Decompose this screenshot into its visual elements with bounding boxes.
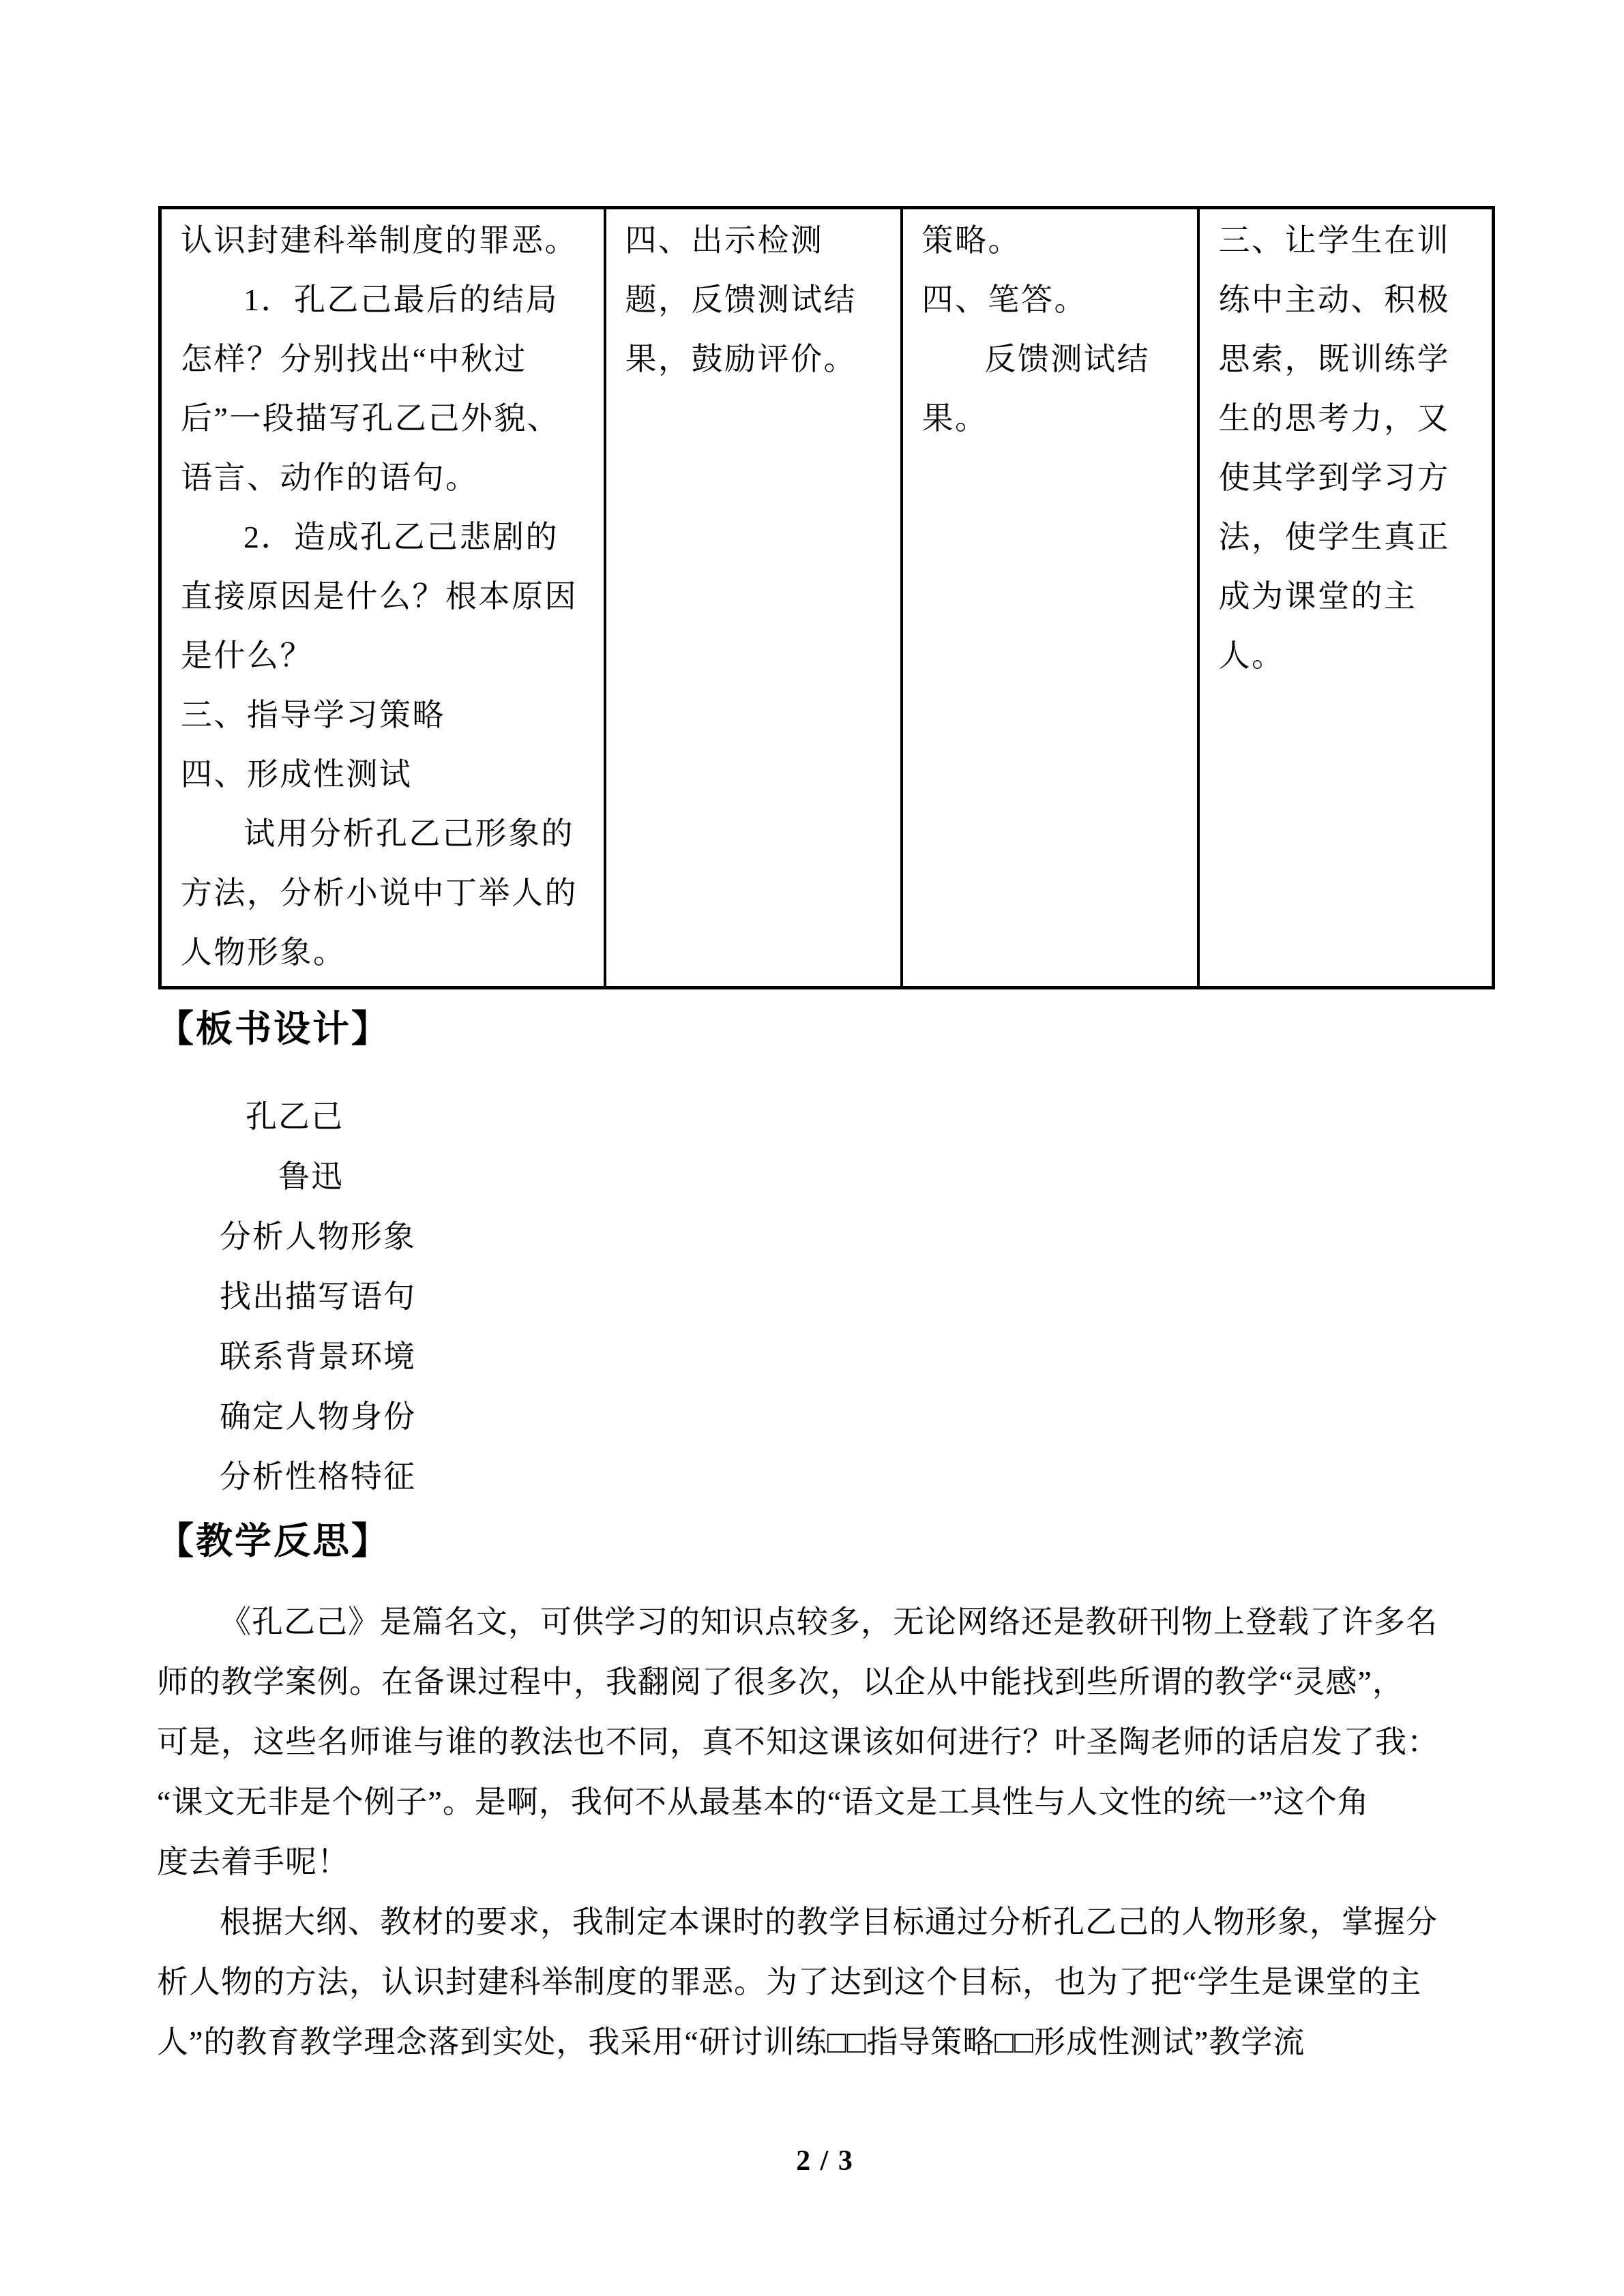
board-design-heading: 【板书设计】: [157, 1009, 390, 1049]
table-line: 策略。: [921, 223, 1021, 258]
board-item: 分析人物形象: [220, 1219, 416, 1254]
reflection-line: “课文无非是个例子”。是啊，我何不从最基本的“语文是工具性与人文性的统一”这个角: [157, 1785, 1370, 1819]
table-cell-teaching-process: [160, 208, 605, 988]
table-line: 法，使学生真正: [1218, 520, 1450, 554]
table-line: 三、指导学习策略: [181, 698, 445, 732]
table-line: 成为课堂的主: [1218, 579, 1417, 614]
table-line: 果。: [921, 401, 988, 436]
table-line: 生的思考力，又: [1218, 401, 1450, 436]
board-item: 联系背景环境: [220, 1339, 416, 1374]
table-line: 2．造成孔乙己悲剧的: [243, 520, 559, 554]
board-item: 鲁迅: [278, 1159, 344, 1194]
table-line: 方法，分析小说中丁举人的: [181, 876, 578, 910]
table-line: 人。: [1218, 638, 1285, 673]
table-cell-design-intent: [1198, 208, 1494, 988]
reflection-line: 可是，这些名师谁与谁的教法也不同，真不知这课该如何进行？叶圣陶老师的话启发了我：: [157, 1725, 1439, 1759]
table-line: 四、出示检测: [625, 223, 824, 258]
table-line: 是什么？: [181, 638, 313, 673]
table-line: 三、让学生在训: [1218, 223, 1450, 258]
teaching-reflection-heading: 【教学反思】: [157, 1521, 390, 1562]
table-line: 语言、动作的语句。: [181, 460, 479, 495]
reflection-line: 人”的教育教学理念落到实处，我采用“研讨训练□□指导策略□□形成性测试”教学流: [157, 2025, 1305, 2059]
table-line: 后”一段描写孔乙己外貌、: [181, 401, 561, 436]
table-line: 反馈测试结: [984, 342, 1150, 376]
reflection-line: 师的教学案例。在备课过程中，我翻阅了很多次，以企从中能找到些所谓的教学“灵感”，: [157, 1665, 1404, 1699]
table-line: 四、形成性测试: [181, 757, 413, 792]
table-line: 认识封建科举制度的罪恶。: [181, 223, 578, 258]
table-row: [160, 208, 1494, 988]
table-line: 直接原因是什么？根本原因: [181, 579, 578, 614]
reflection-line: 度去着手呢！: [157, 1845, 349, 1879]
board-item: 找出描写语句: [220, 1279, 416, 1314]
lesson-plan-table: [158, 206, 1495, 989]
table-line: 1．孔乙己最后的结局: [243, 282, 559, 317]
table-line: 使其学到学习方: [1218, 460, 1450, 495]
table-line: 果，鼓励评价。: [625, 342, 857, 376]
board-item: 分析性格特征: [220, 1459, 416, 1494]
table-cell-teacher-activity: [605, 208, 902, 988]
reflection-line: 根据大纲、教材的要求，我制定本课时的教学目标通过分析孔乙己的人物形象，掌握分: [220, 1905, 1438, 1939]
table-line: 练中主动、积极: [1218, 282, 1450, 317]
table-line: 试用分析孔乙己形象的: [243, 816, 574, 851]
table-line: 思索，既训练学: [1218, 342, 1450, 376]
table-cell-student-activity: [902, 208, 1198, 988]
table-line: 题，反馈测试结: [625, 282, 857, 317]
reflection-line: 《孔乙己》是篇名文，可供学习的知识点较多，无论网络还是教研刊物上登载了许多名: [220, 1605, 1438, 1639]
table-line: 人物形象。: [181, 935, 346, 970]
board-item: 孔乙己: [246, 1099, 344, 1134]
reflection-line: 析人物的方法，认识封建科举制度的罪恶。为了达到这个目标，也为了把“学生是课堂的主: [157, 1965, 1422, 1999]
board-item: 确定人物身份: [220, 1399, 416, 1434]
board-design-list: [157, 1087, 1624, 1507]
page-number: 2 / 3: [796, 2145, 854, 2177]
table-line: 四、笔答。: [921, 282, 1087, 317]
teaching-reflection-text: [157, 1592, 1467, 2072]
table-line: 怎样？分别找出“中秋过: [181, 342, 527, 376]
